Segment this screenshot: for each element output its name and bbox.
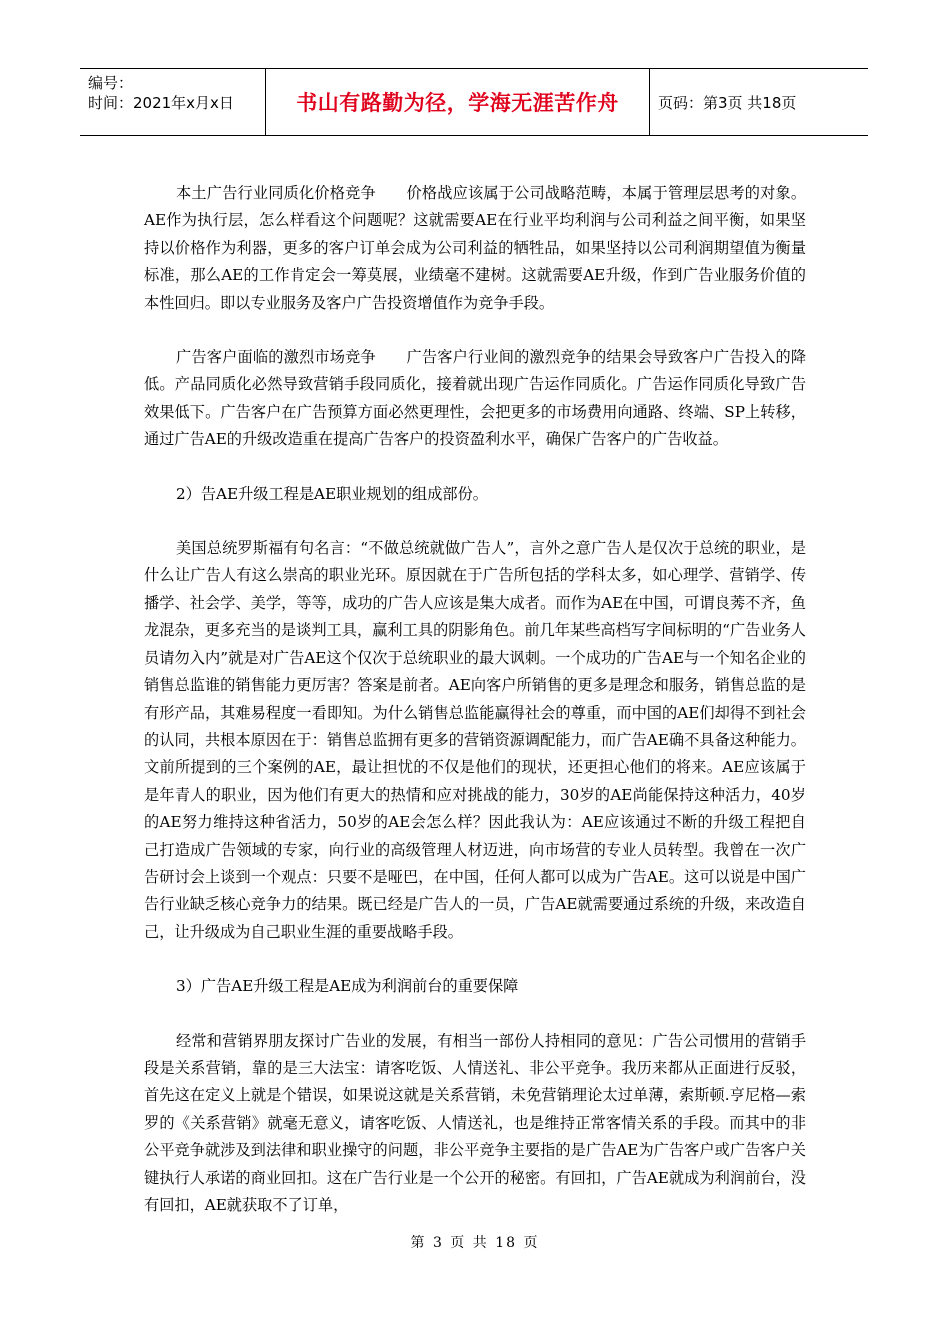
section-heading: 3）广告AE升级工程是AE成为利润前台的重要保障 [176, 977, 519, 996]
header-left-cell [80, 69, 265, 135]
document-code-label: 编号： [88, 74, 134, 92]
page-header [80, 68, 868, 136]
header-motto: 书山有路勤为径，学海无涯苦作舟 [296, 91, 619, 115]
header-motto-cell [265, 69, 650, 135]
body-paragraph: 广告客户面临的激烈市场竞争 广告客户行业间的激烈竞争的结果会导致客户广告投入的降低。产品同质化必然导致营销手段同质化，接着就出现广告运作同质化。广告运作同质化导致广告效果低下。广告客户在广告预算方面必然更理性，会把更多的市场费用向通路、终端、SP上转移，通过广告AE的升级改造重在提高广告客户的投资盈利水平，确保广告客户的广告收益。 [144, 348, 806, 449]
body-paragraph: 经常和营销界朋友探讨广告业的发展，有相当一部份人持相同的意见：广告公司惯用的营销手段是关系营销，靠的是三大法宝：请客吃饭、人情送礼、非公平竞争。我历来都从正面进行反驳，首先这在定义上就是个错误，如果说这就是关系营销，未免营销理论太过单薄，索斯顿.亨尼格—索罗的《关系营销》就毫无意义，请客吃饭、人情送礼，也是维持正常客情关系的手段。而其中的非公平竞争就涉及到法律和职业操守的问题，非公平竞争主要指的是广告AE为广告客户或广告客户关键执行人承诺的商业回扣。这在广告行业是一个公开的秘密。有回扣，广告AE就成为利润前台，没有回扣，AE就获取不了订单， [144, 1031, 806, 1214]
document-date-label: 时间：2021年x月x日 [88, 94, 234, 112]
document-body [144, 180, 806, 1246]
header-page-info: 页码：第3页 共18页 [658, 93, 797, 112]
footer-page-number: 第 3 页 共 18 页 [410, 1235, 540, 1251]
page-footer [0, 1232, 950, 1252]
body-paragraph: 美国总统罗斯福有句名言：“不做总统就做广告人”，言外之意广告人是仅次于总统的职业，是什么让广告人有这么崇高的职业光环。原因就在于广告所包括的学科太多，如心理学、营销学、传播学、社会学、美学，等等，成功的广告人应该是集大成者。而作为AE在中国，可谓良莠不齐，鱼龙混杂，更多充当的是谈判工具，赢利工具的阴影角色。前几年某些高档写字间标明的“广告业务人员请勿入内”就是对广告AE这个仅次于总统职业的最大讽刺。一个成功的广告AE与一个知名企业的销售总监谁的销售能力更厉害？答案是前者。AE向客户所销售的更多是理念和服务，销售总监的是有形产品，其难易程度一看即知。为什么销售总监能赢得社会的尊重，而中国的AE们却得不到社会的认同，共根本原因在于：销售总监拥有更多的营销资源调配能力，而广告AE确不具备这种能力。文前所提到的三个案例的AE，最让担忧的不仅是他们的现状，还更担心他们的将来。AE应该属于是年青人的职业，因为他们有更大的热情和应对挑战的能力，30岁的AE尚能保持这种活力，40岁的AE努力维持这种省活力，50岁的AE会怎么样？因此我认为：AE应该通过不断的升级工程把自己打造成广告领域的专家，向行业的高级管理人材迈进，向市场营的专业人员转型。我曾在一次广告研讨会上谈到一个观点：只要不是哑巴，在中国，任何人都可以成为广告AE。这可以说是中国广告行业缺乏核心竞争力的结果。既已经是广告人的一员，广告AE就需要通过系统的升级，来改造自己，让升级成为自己职业生涯的重要战略手段。 [144, 539, 806, 941]
header-page-cell [650, 69, 868, 135]
section-heading: 2）告AE升级工程是AE职业规划的组成部份。 [176, 484, 488, 503]
body-paragraph: 本土广告行业同质化价格竞争 价格战应该属于公司战略范畴，本属于管理层思考的对象。AE作为执行层，怎么样看这个问题呢？这就需要AE在行业平均利润与公司利益之间平衡，如果坚持以价格作为利器，更多的客户订单会成为公司利益的牺牲品，如果坚持以公司利润期望值为衡量标准，那么AE的工作肯定会一筹莫展，业绩毫不建树。这就需要AE升级，作到广告业服务价值的本性回归。即以专业服务及客户广告投资增值作为竞争手段。 [144, 184, 806, 312]
